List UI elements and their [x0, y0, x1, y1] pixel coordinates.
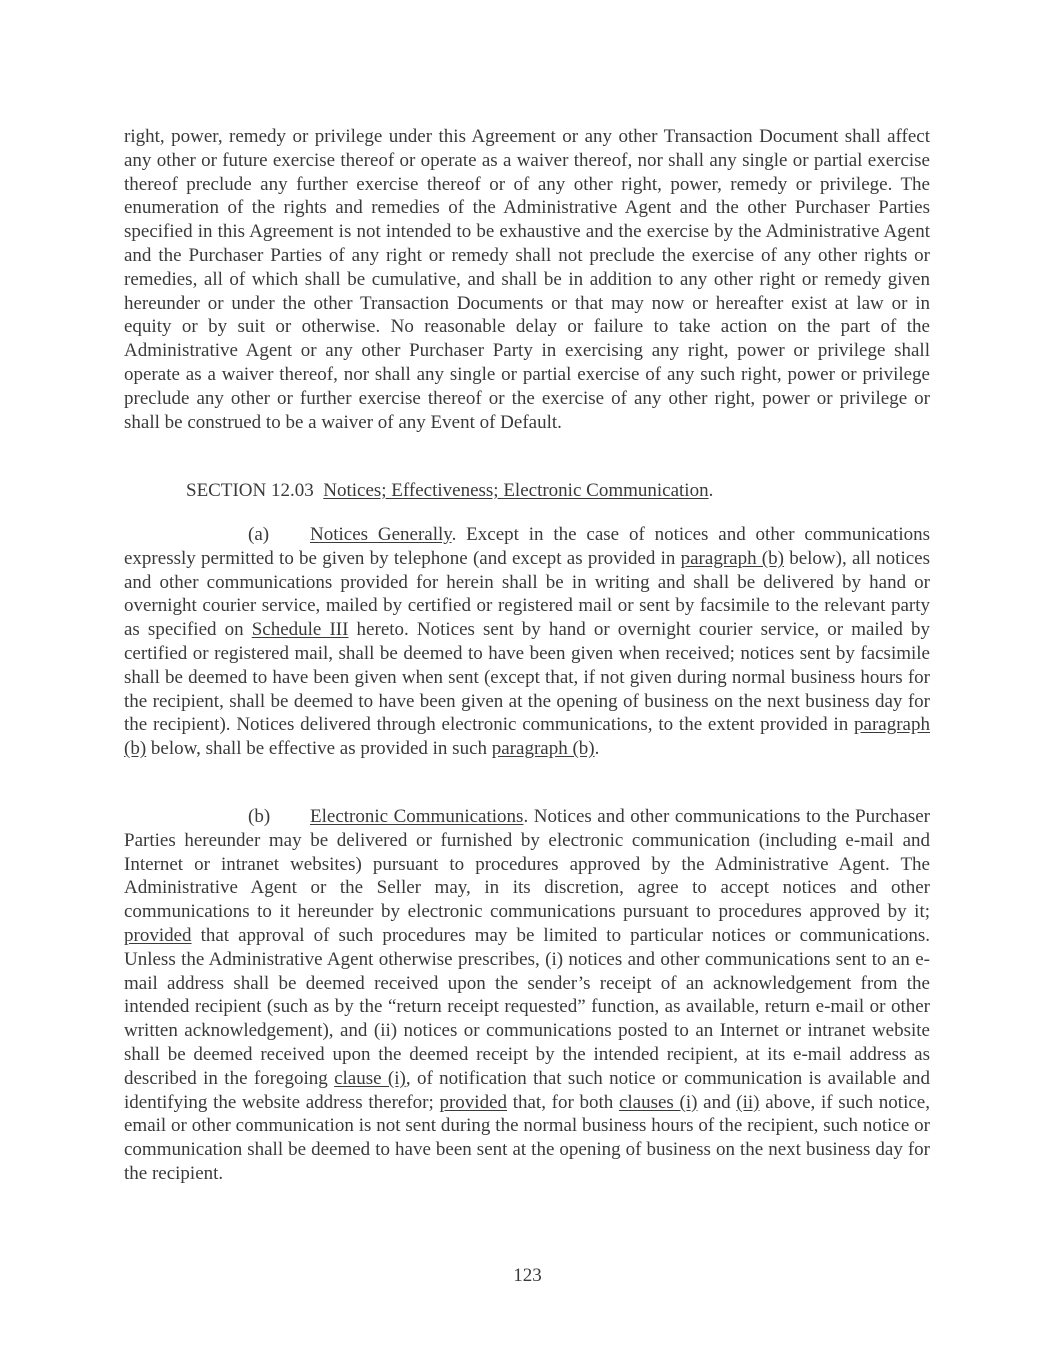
cross-reference: paragraph (b) — [124, 714, 930, 760]
paragraph-continuation: right, power, remedy or privilege under this Agreement or any other Transaction Document shall affect any other or future exercise thereof or operate as a waiver thereof, nor shall any single or partial exercise thereof preclude any further exercise thereof or of any other right, power, remedy or privilege. The enumeration of the rights and remedies of the Administrative Agent and the other Purchaser Parties specified in this Agreement is not intended to be exhaustive and the exercise by the Administrative Agent and the Purchaser Parties of any right or remedy shall not preclude the exercise of any other rights or remedies, all of which shall be cumulative, and shall be in addition to any other right or remedy given hereunder or under the other Transaction Documents or that may now or hereafter exist at law or in equity or by suit or otherwise. No reasonable delay or failure to take action on the part of the Administrative Agent or any other Purchaser Party in exercising any right, power or privilege shall operate as a waiver thereof, nor shall any single or partial exercise of any such right, power or privilege preclude any other or further exercise thereof or the exercise of any other right, power or privilege or shall be construed to be a waiver of any Event of Default. — [124, 126, 930, 433]
section-title: Notices; Effectiveness; Electronic Communication — [323, 480, 709, 501]
cross-reference: Schedule III — [251, 619, 349, 641]
cross-reference: clause (i) — [334, 1067, 406, 1089]
paragraph-a-title: Notices Generally — [310, 524, 452, 545]
paragraph-b-label: (b) — [248, 806, 271, 827]
cross-reference: clauses (i) — [618, 1091, 698, 1113]
cross-reference: (ii) — [736, 1091, 760, 1113]
section-number: SECTION 12.03 — [186, 480, 314, 501]
paragraph-b-title: Electronic Communications — [310, 806, 524, 827]
page-number: 123 — [513, 1265, 542, 1286]
cross-reference: paragraph (b) — [491, 738, 595, 760]
cross-reference: provided — [124, 924, 192, 946]
section-heading: SECTION 12.03 Notices; Effectiveness; Electronic Communication. — [186, 480, 714, 501]
paragraph-b: (b) Electronic Communications. Notices and other communications to the Purchaser Parties hereunder may be delivered or furnished by electronic communication (including e-mail and Internet or intranet websites) pursuant to procedures approved by the Administrative Agent. The Administrative Agent or the Seller may, in its discretion, agree to accept notices and other communications to it hereunder by electronic communications pursuant to procedures approved by it; provided that approval of such procedures may be limited to particular notices or communications. Unless the Administrative Agent otherwise prescribes, (i) notices and other communications sent to an e-mail address shall be deemed received upon the sender’s receipt of an acknowledgement from the intended recipient (such as by the “return receipt requested” function, as available, return e-mail or other written acknowledgement), and (ii) notices or communications posted to an Internet or intranet website shall be deemed received upon the deemed receipt by the intended recipient, at its e-mail address as described in the foregoing clause (i), of notification that such notice or communication is available and identifying the website address therefor; provided that, for both clauses (i) and (ii) above, if such notice, email or other communication is not sent during the normal business hours of the recipient, such notice or communication shall be deemed to have been sent at the opening of business on the next business day for the recipient. — [124, 806, 930, 1184]
paragraph-a-label: (a) — [248, 524, 270, 545]
cross-reference: paragraph (b) — [680, 547, 784, 569]
cross-reference: provided — [439, 1091, 508, 1113]
paragraph-a: (a) Notices Generally. Except in the case of notices and other communications expressly permitted to be given by telephone (and except as provided in paragraph (b) below), all notices and other communications provided for herein shall be in writing and shall be delivered by hand or overnight courier service, mailed by certified or registered mail or sent by facsimile to the relevant party as specified on Schedule III hereto. Notices sent by hand or overnight courier service, or mailed by certified or registered mail, shall be deemed to have been given when received; notices sent by facsimile shall be deemed to have been given when sent (except that, if not given during normal business hours for the recipient, shall be deemed to have been given at the opening of business on the next business day for the recipient). Notices delivered through electronic communications, to the extent provided in paragraph (b) below, shall be effective as provided in such paragraph (b). — [124, 524, 931, 760]
